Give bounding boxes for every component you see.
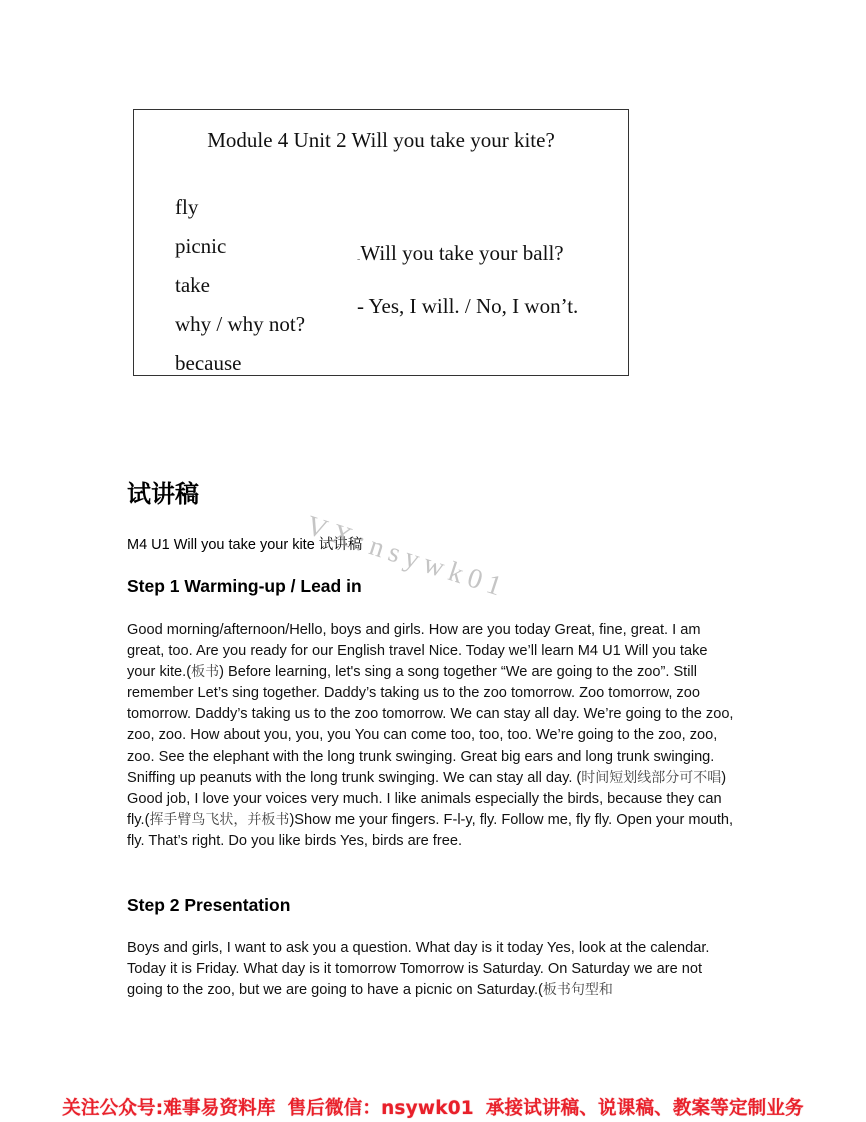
footer-contact: 售后微信：nsywk01 [287, 1098, 474, 1119]
step-2-paragraph [127, 938, 739, 1001]
step-1-paragraph [127, 620, 739, 852]
vocabulary-list [175, 188, 305, 383]
blackboard-design-box [133, 109, 629, 376]
para-text: Good morning/afternoon/Hello, boys and girls. How are you today Great, fine, great. I am great, too. Are you ready for our English travel Nice. Today we’ll learn M4 U1 Will you take your kite.( [127, 622, 708, 681]
vocab-item: why / why not? [175, 312, 306, 336]
footer-wechat-account: 关注公众号:难事易资料库 [62, 1098, 276, 1119]
vocab-item: fly [175, 195, 199, 219]
para-text: ) Before learning, let's sing a song together “We are going to the zoo”. Still remember Let’s sing together. Daddy’s taking us to the zoo tomorrow. Zoo tomorrow, zoo tomorrow. Daddy’s taking us to the zoo tomorrow. We can stay all day. We’re going to the zoo, zoo, zoo. How about you, you, you You can come too, too, too. We’re going to the zoo, zoo, zoo. See the elephant with the long trunk swinging. Great big ears and long trunk swinging. Sniffing up peanuts with the long trunk swinging. We can stay all day. ( [127, 664, 734, 786]
para-text: Boys and girls, I want to ask you a question. What day is it today Yes, look at the calendar. Today it is Friday. What day is it tomorrow Tomorrow is Saturday. On Saturday we are not going to the zoo, but we are going to have a picnic on Saturday.( [127, 940, 710, 999]
vocab-item: picnic [175, 234, 227, 258]
step-2-heading: Step 2 Presentation [127, 895, 291, 915]
dash-mark: - [357, 254, 361, 265]
document-subtitle: M4 U1 Will you take your kite 试讲稿 [127, 537, 363, 553]
footer-services: 承接试讲稿、说课稿、教案等定制业务 [485, 1098, 804, 1119]
para-text: )Show me your fingers. F-l-y, fly. Follow me, fly fly. Open your mouth, fly. That’s right. Do you like birds Yes, birds are free. [127, 811, 734, 849]
watermark: VX:nsywk01 [302, 510, 512, 605]
vocab-item: because [175, 351, 242, 375]
vocab-item: take [175, 273, 210, 297]
board-title: Module 4 Unit 2 Will you take your kite? [207, 128, 555, 152]
para-cn-note: 时间短划线部分可不唱 [581, 769, 722, 786]
document-heading: 试讲稿 [127, 480, 199, 508]
sentence-pattern-answer: - Yes, I will. / No, I won’t. [357, 294, 579, 318]
para-cn-note: 板书 [191, 664, 220, 681]
sentence-pattern-question [357, 241, 564, 266]
footer-banner [0, 1094, 866, 1120]
question-text: Will you take your ball? [360, 241, 564, 265]
para-cn-note: 板书句型和 [542, 982, 613, 999]
step-1-heading: Step 1 Warming-up / Lead in [127, 576, 362, 596]
para-text: ) Good job, I love your voices very much. I like animals especially the birds, because they can fly.( [127, 769, 727, 828]
para-cn-note: 挥手臂鸟飞状，并板书 [149, 811, 290, 828]
